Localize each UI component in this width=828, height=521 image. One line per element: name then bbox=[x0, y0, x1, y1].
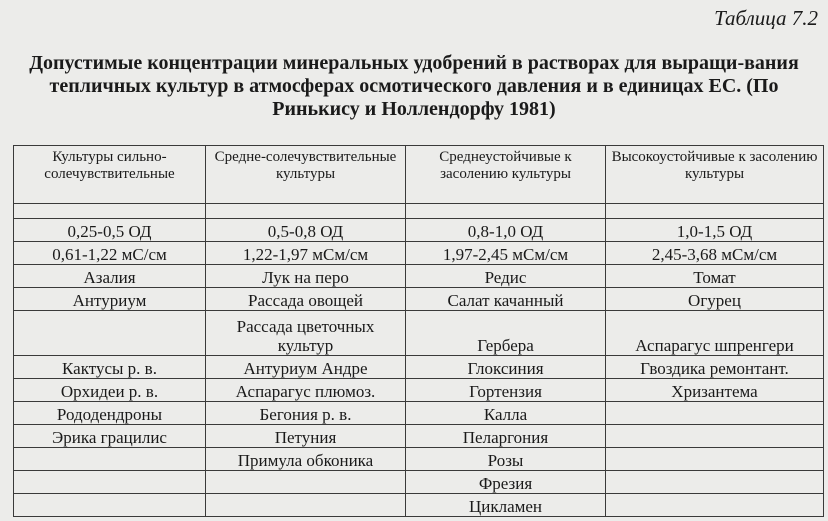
plant-cell: Цикламен bbox=[406, 494, 606, 517]
plant-cell: Азалия bbox=[14, 265, 206, 288]
plant-cell bbox=[606, 471, 824, 494]
plant-cell: Лук на перо bbox=[206, 265, 406, 288]
ec-cell: 1,22-1,97 мСм/см bbox=[206, 242, 406, 265]
plant-row bbox=[14, 402, 824, 425]
spacer-row bbox=[14, 204, 824, 219]
header-medium-tolerant: Среднеустойчивые к засолению культуры bbox=[406, 146, 606, 204]
plant-cell: Аспарагус шпренгери bbox=[606, 311, 824, 356]
plant-cell: Рододендроны bbox=[14, 402, 206, 425]
od-row bbox=[14, 219, 824, 242]
plant-cell: Редис bbox=[406, 265, 606, 288]
plant-cell bbox=[14, 471, 206, 494]
plant-cell: Салат качанный bbox=[406, 288, 606, 311]
plant-cell: Эрика грацилис bbox=[14, 425, 206, 448]
plant-row bbox=[14, 425, 824, 448]
plant-row bbox=[14, 356, 824, 379]
plant-cell: Рассада цветочных культур bbox=[206, 311, 406, 356]
spacer-cell bbox=[406, 204, 606, 219]
plant-cell bbox=[606, 448, 824, 471]
ec-cell: 0,61-1,22 мС/см bbox=[14, 242, 206, 265]
fertilizer-concentration-table bbox=[13, 145, 824, 517]
table-title: Допустимые концентрации минеральных удобрений в растворах для выращи-вания тепличных культур в атмосферах осмотического давления и в единицах ЕС. (По Ринькису и Ноллендорфу 1981) bbox=[29, 52, 799, 120]
plant-cell: Пеларгония bbox=[406, 425, 606, 448]
plant-cell: Калла bbox=[406, 402, 606, 425]
plant-row bbox=[14, 471, 824, 494]
plant-cell: Томат bbox=[606, 265, 824, 288]
header-highly-tolerant: Высокоустойчивые к засолению культуры bbox=[606, 146, 824, 204]
plant-cell: Гортензия bbox=[406, 379, 606, 402]
plant-cell: Фрезия bbox=[406, 471, 606, 494]
plant-cell: Примула обконика bbox=[206, 448, 406, 471]
plant-row bbox=[14, 379, 824, 402]
plant-cell bbox=[606, 425, 824, 448]
plant-cell bbox=[14, 311, 206, 356]
plant-row bbox=[14, 311, 824, 356]
plant-cell: Петуния bbox=[206, 425, 406, 448]
spacer-cell bbox=[206, 204, 406, 219]
ec-cell: 2,45-3,68 мСм/см bbox=[606, 242, 824, 265]
od-cell: 0,8-1,0 ОД bbox=[406, 219, 606, 242]
plant-cell: Орхидеи р. в. bbox=[14, 379, 206, 402]
plant-cell bbox=[206, 494, 406, 517]
plant-row bbox=[14, 265, 824, 288]
plant-cell: Бегония р. в. bbox=[206, 402, 406, 425]
plant-cell bbox=[606, 494, 824, 517]
header-highly-sensitive: Культуры сильно-солечувствительные bbox=[14, 146, 206, 204]
plant-row bbox=[14, 494, 824, 517]
plant-cell: Антуриум Андре bbox=[206, 356, 406, 379]
plant-cell: Хризантема bbox=[606, 379, 824, 402]
plant-cell: Гвоздика ремонтант. bbox=[606, 356, 824, 379]
table-header-row bbox=[14, 146, 824, 204]
od-cell: 0,5-0,8 ОД bbox=[206, 219, 406, 242]
plant-cell: Гербера bbox=[406, 311, 606, 356]
plant-cell: Рассада овощей bbox=[206, 288, 406, 311]
header-medium-sensitive: Средне-солечувствительные культуры bbox=[206, 146, 406, 204]
plant-cell: Огурец bbox=[606, 288, 824, 311]
ec-row bbox=[14, 242, 824, 265]
table-number-label: Таблица 7.2 bbox=[714, 6, 818, 30]
plant-cell: Кактусы р. в. bbox=[14, 356, 206, 379]
plant-cell bbox=[206, 471, 406, 494]
od-cell: 1,0-1,5 ОД bbox=[606, 219, 824, 242]
plant-cell bbox=[14, 494, 206, 517]
plant-cell bbox=[14, 448, 206, 471]
plant-cell: Розы bbox=[406, 448, 606, 471]
plant-cell: Антуриум bbox=[14, 288, 206, 311]
plant-cell: Аспарагус плюмоз. bbox=[206, 379, 406, 402]
ec-cell: 1,97-2,45 мСм/см bbox=[406, 242, 606, 265]
plant-row bbox=[14, 288, 824, 311]
spacer-cell bbox=[606, 204, 824, 219]
spacer-cell bbox=[14, 204, 206, 219]
od-cell: 0,25-0,5 ОД bbox=[14, 219, 206, 242]
plant-cell: Глоксиния bbox=[406, 356, 606, 379]
plant-row bbox=[14, 448, 824, 471]
plant-cell bbox=[606, 402, 824, 425]
